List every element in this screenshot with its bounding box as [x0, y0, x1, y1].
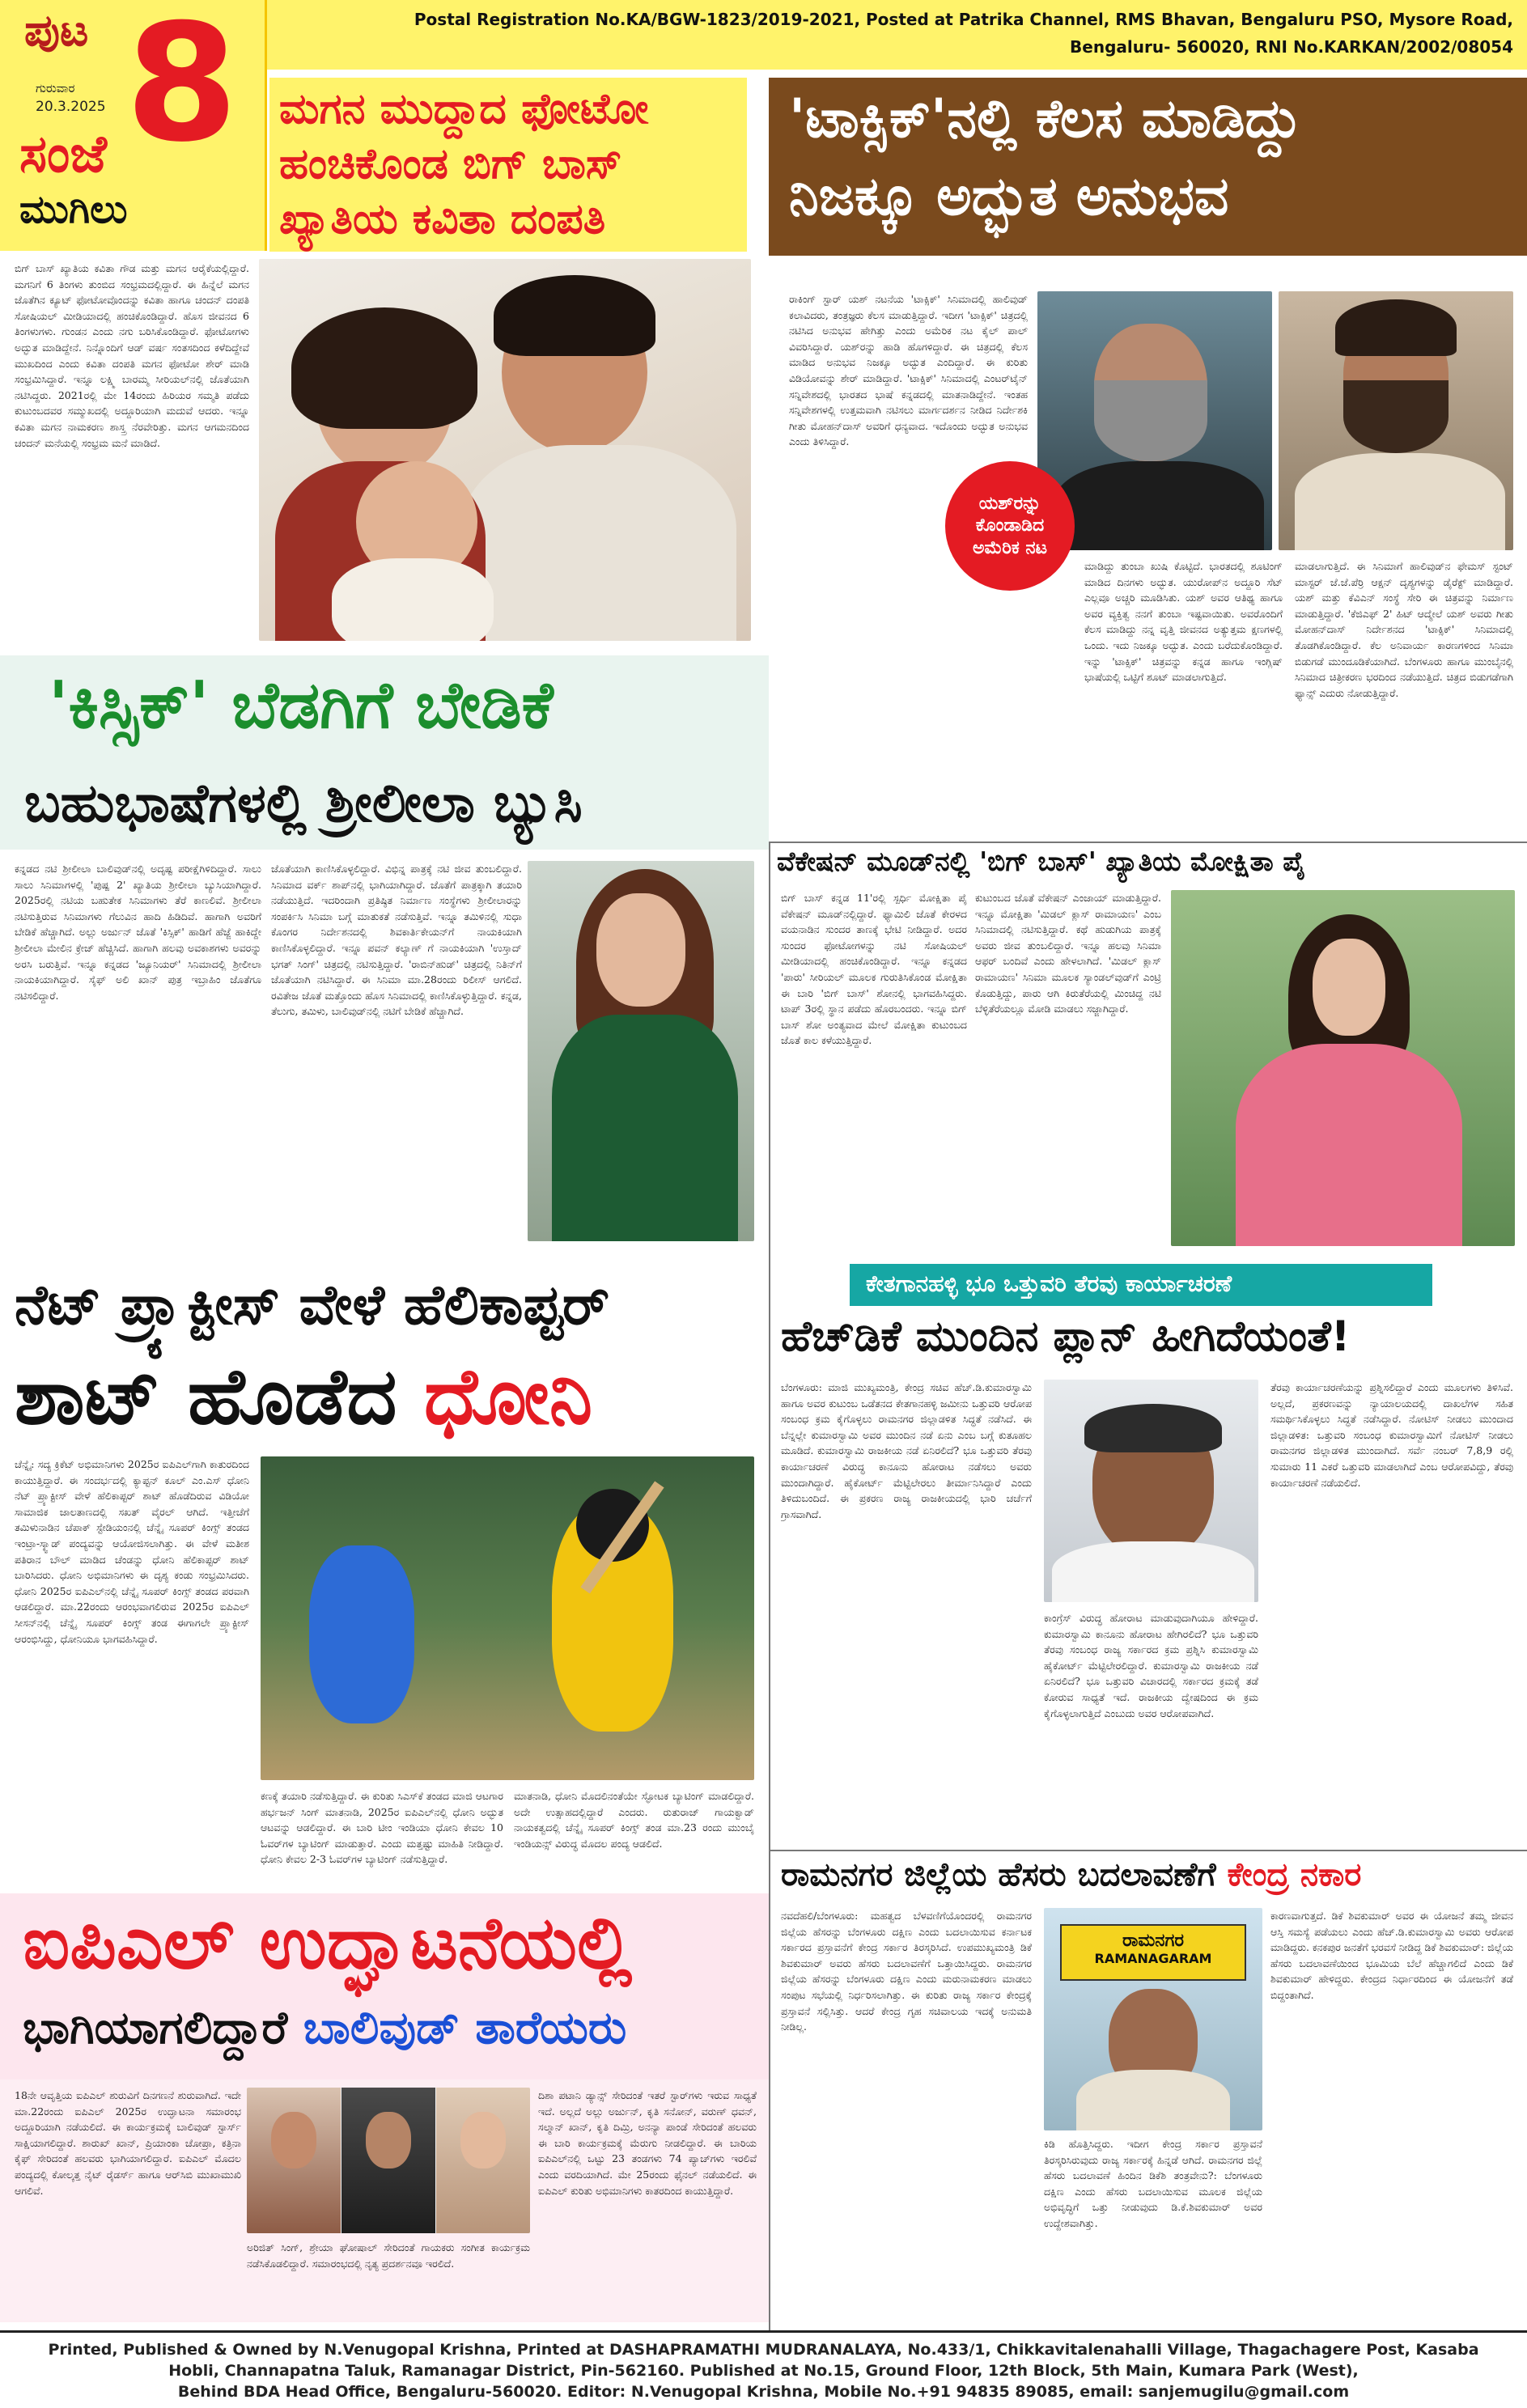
story7-headline-2a: ಭಾಗಿಯಾಗಲಿದ್ದಾರೆ [23, 2002, 303, 2054]
story8-headline [781, 1858, 1361, 1892]
station-sign-kannada: ರಾಮನಗರ [1122, 1931, 1185, 1951]
story5-body-1: ಚೆನ್ನೈ: ಸದ್ಯ ಕ್ರಿಕೆಟ್ ಅಭಿಮಾನಿಗಳು 2025ರ ಐಪಿಎಲ್‌ಗಾಗಿ ಕಾತುರದಿಂದ ಕಾಯುತ್ತಿದ್ದಾರೆ. ಈ ಸಂದರ್ಭದಲ್ಲಿ ಕ್ಯಾಪ್ಟನ್ ಕೂಲ್ ಎಂ.ಎಸ್ ಧೋನಿ ನೆಟ್ ಪ್ರ್ಯಾಕ್ಟೀಸ್ ವೇಳೆ ಹೆಲಿಕಾಪ್ಟರ್ ಶಾಟ್ ಹೊಡೆದಿರುವ ವಿಡಿಯೋ ಸಾಮಾಜಿಕ ಜಾಲತಾಣದಲ್ಲಿ ಸಖತ್ ವೈರಲ್ ಆಗಿದೆ. ಇತ್ತೀಚೆಗೆ ತಮಿಳುನಾಡಿನ ಚೆಪಾಕ್ ಸ್ಟೇಡಿಯಂನಲ್ಲಿ ಚೆನ್ನೈ ಸೂಪರ್ ಕಿಂಗ್ಸ್ ತಂಡದ ಇಂಟ್ರಾ-ಸ್ಕ್ವಾಡ್ ಪಂದ್ಯವನ್ನು ಆಯೋಜಿಸಲಾಗಿತ್ತು. ಈ ವೇಳೆ ಮತೀಶ ಪತಿರಾನ ಬೌಲ್ ಮಾಡಿದ ಚೆಂಡನ್ನು ಧೋನಿ ಹೆಲಿಕಾಪ್ಟರ್ ಶಾಟ್ ಬಾರಿಸಿದರು. ಧೋನಿ ಅಭಿಮಾನಿಗಳು ಈ ದೃಶ್ಯ ಕಂಡು ಸಂಭ್ರಮಿಸಿದರು. ಧೋನಿ 2025ರ ಐಪಿಎಲ್‌ನಲ್ಲಿ ಚೆನ್ನೈ ಸೂಪರ್ ಕಿಂಗ್ಸ್ ತಂಡದ ಪರವಾಗಿ ಆಡಲಿದ್ದಾರೆ. ಮಾ.22ರಂದು ಆರಂಭವಾಗಲಿರುವ 2025ರ ಐಪಿಎಲ್ ಸೀಸನ್‌ನಲ್ಲಿ ಚೆನ್ನೈ ಸೂಪರ್ ಕಿಂಗ್ಸ್ ತಂಡ ಈಗಾಗಲೇ ಪ್ರ್ಯಾಕ್ಟೀಸ್ ಆರಂಭಿಸಿದ್ದು, ಧೋನಿಯೂ ಭಾಗವಹಿಸಿದ್ದಾರೆ. [15, 1458, 249, 1645]
story2-body-3: ಮಾಡಲಾಗುತ್ತಿದೆ. ಈ ಸಿನಿಮಾಗೆ ಹಾಲಿವುಡ್‌ನ ಫೇಮಸ್ ಸ್ಟಂಟ್ ಮಾಸ್ಟರ್ ಜೆ.ಜೆ.ಪೆರ್ರಿ ಆಕ್ಷನ್ ದೃಶ್ಯಗಳನ್ನು ಡೈರೆಕ್ಟ್ ಮಾಡಿದ್ದಾರೆ. ಯಶ್ ಮತ್ತು ಕೆವಿಎನ್ ಸಂಸ್ಥೆ ಸೇರಿ ಈ ಚಿತ್ರವನ್ನು ನಿರ್ಮಾಣ ಮಾಡುತ್ತಿದ್ದಾರೆ. 'ಕೆಜಿಎಫ್ 2' ಹಿಟ್ ಆದ್ಮೇಲೆ ಯಶ್ ಅವರು ಗೀತು ಮೋಹನ್‌ದಾಸ್ ನಿರ್ದೇಶನದ 'ಟಾಕ್ಸಿಕ್' ಸಿನಿಮಾದಲ್ಲಿ ತೊಡಗಿಕೊಂಡಿದ್ದಾರೆ. ಕೆಲ ಅನಿವಾರ್ಯ ಕಾರಣಗಳಿಂದ ಸಿನಿಮಾ ಬಿಡುಗಡೆ ಮುಂದೂಡಿಕೆಯಾಗಿದೆ. ಬೆಂಗಳೂರು ಹಾಗೂ ಮುಂಬೈನಲ್ಲಿ ಸಿನಿಮಾದ ಚಿತ್ರೀಕರಣ ಭರದಿಂದ ನಡೆಯುತ್ತಿದೆ. ಚಿತ್ರದ ಬಿಡುಗಡೆಗಾಗಿ ಫ್ಯಾನ್ಸ್ ಎದುರು ನೋಡುತ್ತಿದ್ದಾರೆ. [1295, 560, 1513, 699]
footer-line-2: Hobli, Channapatna Taluk, Ramanagar District, Pin-562160. Published at No.15, Ground Floor, 12th Block, 5th Main, Kumara Park (West), [168, 2362, 1359, 2380]
story5-headline-2a: ಶಾಟ್ ಹೊಡೆದ [15, 1351, 424, 1442]
footer-line-1: Printed, Published & Owned by N.Venugopal Krishna, Printed at DASHAPRAMATHI MUDRANALAYA, No.433/1, Chikkavitalenahalli Village, Thagachagere Post, Kasaba [48, 2341, 1479, 2359]
story5-body-3: ಮಾತನಾಡಿ, ಧೋನಿ ಮೊದಲಿನಂತೆಯೇ ಸ್ಫೋಟಕ ಬ್ಯಾಟಿಂಗ್ ಮಾಡಲಿದ್ದಾರೆ. ಅದೇ ಉತ್ಸಾಹದಲ್ಲಿದ್ದಾರೆ ಎಂದರು. ರುತುರಾಜ್ ಗಾಯಕ್ವಾಡ್ ನಾಯಕತ್ವದಲ್ಲಿ ಚೆನ್ನೈ ಸೂಪರ್ ಕಿಂಗ್ಸ್ ತಂಡ ಮಾ.23 ರಂದು ಮುಂಬೈ ಇಂಡಿಯನ್ಸ್ ವಿರುದ್ಧ ಮೊದಲ ಪಂದ್ಯ ಆಡಲಿದೆ. [514, 1790, 754, 1850]
story3-body-2: ಜೊತೆಯಾಗಿ ಕಾಣಿಸಿಕೊಳ್ಳಲಿದ್ದಾರೆ. ವಿಭಿನ್ನ ಪಾತ್ರಕ್ಕೆ ನಟಿ ಜೀವ ತುಂಬಲಿದ್ದಾರೆ. ಸಿನಿಮಾದ ವರ್ಕ್ ಶಾಪ್‌ನಲ್ಲಿ ಭಾಗಿಯಾಗಿದ್ದಾರೆ. ಜೊತೆಗೆ ಪಾತ್ರಕ್ಕಾಗಿ ತಯಾರಿ ನಡೆಯುತ್ತಿದೆ. ಇದರಿಂದಾಗಿ ಪ್ರತಿಷ್ಠಿತ ನಿರ್ಮಾಣ ಸಂಸ್ಥೆಗಳು ಶ್ರೀಲೀಲಾರನ್ನು ಸಂಪರ್ಕಿಸಿ ಸಿನಿಮಾ ಬಗ್ಗೆ ಮಾತುಕತೆ ನಡೆಸುತ್ತಿವೆ. ಇನ್ನೂ ತಮಿಳಿನಲ್ಲಿ ಸುಧಾ ಕೊಂಗರ ನಿರ್ದೇಶನದಲ್ಲಿ ಶಿವಕಾರ್ತಿಕೇಯನ್‌ಗೆ ನಾಯಕಿಯಾಗಿ ಕಾಣಿಸಿಕೊಳ್ಳಲಿದ್ದಾರೆ. ಇನ್ನೂ ಪವನ್ ಕಲ್ಯಾಣ್ ಗೆ ನಾಯಕಿಯಾಗಿ 'ಉಸ್ತಾದ್ ಭಗತ್ ಸಿಂಗ್' ಚಿತ್ರದಲ್ಲಿ ನಟಿಸುತ್ತಿದ್ದಾರೆ. 'ರಾಬಿನ್‌ಹುಡ್' ಚಿತ್ರದಲ್ಲಿ ನಿತಿನ್‌ಗೆ ಜೊತೆಯಾಗಿ ನಟಿಸಿದ್ದಾರೆ. ಈ ಸಿನಿಮಾ ಮಾ.28ರಂದು ರಿಲೀಸ್ ಆಗಲಿದೆ. ರವಿತೇಜ ಜೊತೆ ಮತ್ತೊಂದು ಹೊಸ ಸಿನಿಮಾದಲ್ಲಿ ಕಾಣಿಸಿಕೊಳ್ಳುತ್ತಿದ್ದಾರೆ. ಕನ್ನಡ, ತೆಲುಗು, ತಮಿಳು, ಬಾಲಿವುಡ್‌ನಲ್ಲಿ ನಟಿಗೆ ಬೇಡಿಕೆ ಹೆಚ್ಚಾಗಿದೆ. [271, 863, 522, 1018]
rule-h-3 [769, 842, 1527, 843]
story1-headline-3: ಖ್ಯಾತಿಯ ಕವಿತಾ ದಂಪತಿ [279, 195, 606, 244]
story4-body-1: ಬಿಗ್ ಬಾಸ್ ಕನ್ನಡ 11'ರಲ್ಲಿ ಸ್ಪರ್ಧಿ ಮೋಕ್ಷಿತಾ ಪೈ ವೆಕೇಷನ್ ಮೂಡ್‌ನಲ್ಲಿದ್ದಾರೆ. ಫ್ಯಾಮಿಲಿ ಜೊತೆ ಕೇರಳದ ವಯನಾಡಿನ ಸುಂದರ ತಾಣಕ್ಕೆ ಭೇಟಿ ನೀಡಿದ್ದಾರೆ. ಅದರ ಸುಂದರ ಫೋಟೋಗಳನ್ನು ನಟಿ ಸೋಷಿಯಲ್ ಮೀಡಿಯಾದಲ್ಲಿ ಹಂಚಿಕೊಂಡಿದ್ದಾರೆ. ಇನ್ನೂ ಕನ್ನಡದ 'ಪಾರು' ಸೀರಿಯಲ್ ಮೂಲಕ ಗುರುತಿಸಿಕೊಂಡ ಮೋಕ್ಷಿತಾ ಈ ಬಾರಿ 'ಬಿಗ್ ಬಾಸ್' ಶೋನಲ್ಲಿ ಭಾಗವಹಿಸಿದ್ದರು. ಟಾಪ್ 3ರಲ್ಲಿ ಸ್ಥಾನ ಪಡೆದು ಹೊರಬಂದರು. ಇನ್ನೂ ಬಿಗ್ ಬಾಸ್ ಶೋ ಅಂತ್ಯವಾದ ಮೇಲೆ ಮೋಕ್ಷಿತಾ ಕುಟುಂಬದ ಜೊತೆ ಕಾಲ ಕಳೆಯುತ್ತಿದ್ದಾರೆ. [781, 892, 967, 1047]
postal-line-1: Postal Registration No.KA/BGW-1823/2019-2021, Posted at Patrika Channel, RMS Bhavan, Bengaluru PSO, Mysore Road, [414, 10, 1513, 29]
story5-body-2: ಕಣಕ್ಕೆ ತಯಾರಿ ನಡೆಸುತ್ತಿದ್ದಾರೆ. ಈ ಕುರಿತು ಸಿಎಸ್‌ಕೆ ತಂಡದ ಮಾಜಿ ಆಟಗಾರ ಹರ್ಭಜನ್ ಸಿಂಗ್ ಮಾತನಾಡಿ, 2025ರ ಐಪಿಎಲ್‌ನಲ್ಲಿ ಧೋನಿ ಅದ್ಭುತ ಆಟವನ್ನು ಆಡಲಿದ್ದಾರೆ. ಈ ಬಾರಿ ಟೀಂ ಇಂಡಿಯಾ ಧೋನಿ ಕೇವಲ 10 ಓವರ್‌ಗಳ ಬ್ಯಾಟಿಂಗ್ ಮಾಡುತ್ತಾರೆ. ಎಂದು ಮತ್ತಷ್ಟು ಮಾಹಿತಿ ನೀಡಿದ್ದಾರೆ. ಧೋನಿ ಕೇವಲ 2-3 ಓವರ್‌ಗಳ ಬ್ಯಾಟಿಂಗ್ ನಡೆಸುತ್ತಿದ್ದಾರೆ. [261, 1790, 503, 1866]
story7-body-2: ಅರಿಜಿತ್ ಸಿಂಗ್, ಶ್ರೇಯಾ ಘೋಷಾಲ್ ಸೇರಿದಂತೆ ಗಾಯಕರು ಸಂಗೀತ ಕಾರ್ಯಕ್ರಮ ನಡೆಸಿಕೊಡಲಿದ್ದಾರೆ. ಸಮಾರಂಭದಲ್ಲಿ ನೃತ್ಯ ಪ್ರದರ್ಶನವೂ ಇರಲಿದೆ. [247, 2241, 530, 2270]
story6-headline: ಹೆಚ್‌ಡಿಕೆ ಮುಂದಿನ ಪ್ಲಾನ್ ಹೀಗಿದೆಯಂತೆ! [781, 1312, 1351, 1361]
story3-sreeleela-photo [528, 861, 754, 1241]
story7-headline-2b: ಬಾಲಿವುಡ್ ತಾರೆಯರು [303, 2002, 627, 2054]
story1-headline-1: ಮಗನ ಮುದ್ದಾದ ಫೋಟೋ [279, 85, 649, 134]
story4-headline: ವೆಕೇಷನ್ ಮೂಡ್‌ನಲ್ಲಿ 'ಬಿಗ್ ಬಾಸ್' ಖ್ಯಾತಿಯ ಮೋಕ್ಷಿತಾ ಪೈ [777, 846, 1306, 877]
story6-body-3: ತೆರವು ಕಾರ್ಯಾಚರಣೆಯನ್ನು ಪ್ರಶ್ನಿಸಲಿದ್ದಾರೆ ಎಂದು ಮೂಲಗಳು ತಿಳಿಸಿವೆ. ಅಲ್ಲದೆ, ಪ್ರಕರಣವನ್ನು ನ್ಯಾಯಾಲಯದಲ್ಲಿ ದಾಖಲೆಗಳ ಸಹಿತ ಸಮರ್ಥಿಸಿಕೊಳ್ಳಲು ಸಿದ್ಧತೆ ನಡೆಸಿದ್ದಾರೆ. ನೋಟಿಸ್ ನೀಡಲು ಮುಂದಾದ ಜಿಲ್ಲಾಡಳಿತ: ಒತ್ತುವರಿ ಸಂಬಂಧ ಕುಮಾರಸ್ವಾಮಿಗೆ ನೋಟಿಸ್ ನೀಡಲು ರಾಮನಗರ ಜಿಲ್ಲಾಡಳಿತ ಮುಂದಾಗಿದೆ. ಸರ್ವೆ ನಂಬರ್ 7,8,9 ರಲ್ಲಿ ಸುಮಾರು 11 ಎಕರೆ ಒತ್ತುವರಿ ಮಾಡಲಾಗಿದೆ ಎಂಬ ಆರೋಪವಿದ್ದು, ತೆರವು ಕಾರ್ಯಾಚರಣೆ ನಡೆಯಲಿದೆ. [1270, 1381, 1513, 1489]
postal-line-2: Bengaluru- 560020, RNI No.KARKAN/2002/08054 [1070, 37, 1513, 57]
story7-stars-photo [247, 2088, 530, 2233]
story1-headline-2: ಹಂಚಿಕೊಂಡ ಬಿಗ್ ಬಾಸ್ [279, 140, 622, 189]
story5-dhoni-photo [261, 1456, 754, 1780]
rule-h-2 [769, 1850, 1527, 1851]
rule-h-1 [0, 2330, 1527, 2333]
day-label: ಗುರುವಾರ [36, 81, 75, 95]
story2-yash-photo [1279, 291, 1513, 550]
story7-headline-1: ಐಪಿಎಲ್ ಉದ್ಘಾಟನೆಯಲ್ಲಿ [23, 1901, 633, 1986]
story3-headline-1: 'ಕಿಸ್ಸಿಕ್' ಬೆಡಗಿಗೆ ಬೇಡಿಕೆ [49, 668, 554, 743]
rule-v-1 [769, 842, 770, 2330]
story7-headline-2 [23, 2002, 627, 2054]
story4-body-2: ಕುಟುಂಬದ ಜೊತೆ ವೆಕೇಷನ್ ಎಂಜಾಯ್ ಮಾಡುತ್ತಿದ್ದಾರೆ. ಇನ್ನೂ ಮೋಕ್ಷಿತಾ 'ಮಿಡಲ್ ಕ್ಲಾಸ್ ರಾಮಾಯಣ' ಎಂಬ ಸಿನಿಮಾದಲ್ಲಿ ನಟಿಸುತ್ತಿದ್ದಾರೆ. ಕಥೆ ಹುಡುಗಿಯ ಪಾತ್ರಕ್ಕೆ ಅವರು ಜೀವ ತುಂಬಲಿದ್ದಾರೆ. ಇನ್ನೂ ಹಲವು ಸಿನಿಮಾ ಆಫರ್ ಬಂದಿವೆ ಎಂದು ಹೇಳಲಾಗಿದೆ. 'ಮಿಡಲ್ ಕ್ಲಾಸ್ ರಾಮಾಯಣ' ಸಿನಿಮಾ ಮೂಲಕ ಸ್ಯಾಂಡಲ್‌ವುಡ್‌ಗೆ ಎಂಟ್ರಿ ಕೊಡುತ್ತಿದ್ದು, ಪಾರು ಆಗಿ ಕಿರುತೆರೆಯಲ್ಲಿ ಮಿಂಚಿದ್ದ ನಟಿ ಬೆಳ್ಳಿತೆರೆಯಲ್ಲೂ ಮೋಡಿ ಮಾಡಲು ಸಜ್ಜಾಗಿದ್ದಾರೆ. [975, 892, 1161, 1015]
story8-body-3: ಕಾರಣವಾಗುತ್ತದೆ. ಡಿಕೆ ಶಿವಕುಮಾರ್ ಅವರ ಈ ಯೋಜನೆ ತಮ್ಮ ಜೀವನ ಆಸ್ತಿ ಸಮಸ್ಯೆ ಪಡೆಯಲು ಎಂದು ಹೆಚ್.ಡಿ.ಕುಮಾರಸ್ವಾಮಿ ಅವರು ಆರೋಪ ಮಾಡಿದ್ದರು. ಕನಕಪುರ ಜನತೆಗೆ ಭರವಸೆ ನೀಡಿದ್ದ ಡಿಕೆ ಶಿವಕುಮಾರ್: ಜಿಲ್ಲೆಯ ಹೆಸರು ಬದಲಾವಣೆಯಿಂದ ಭೂಮಿಯ ಬೆಲೆ ಹೆಚ್ಚಾಗಲಿದೆ ಎಂದು ಡಿಕೆ ಶಿವಕುಮಾರ್ ಹೇಳಿದ್ದರು. ಕೇಂದ್ರದ ನಿರ್ಧಾರದಿಂದ ಈ ಯೋಜನೆಗೆ ತಡೆ ಬಿದ್ದಂತಾಗಿದೆ. [1270, 1910, 1513, 2001]
story2-headline-1: 'ಟಾಕ್ಸಿಕ್'ನಲ್ಲಿ ಕೆಲಸ ಮಾಡಿದ್ದು [789, 87, 1302, 150]
story3-body-1: ಕನ್ನಡದ ನಟಿ ಶ್ರೀಲೀಲಾ ಬಾಲಿವುಡ್‌ನಲ್ಲಿ ಅದೃಷ್ಟ ಪರೀಕ್ಷೆಗಿಳಿದಿದ್ದಾರೆ. ಸಾಲು ಸಾಲು ಸಿನಿಮಾಗಳಲ್ಲಿ 'ಪುಷ್ಪ 2' ಖ್ಯಾತಿಯ ಶ್ರೀಲೀಲಾ ಬ್ಯುಸಿಯಾಗಿದ್ದಾರೆ. 2025ರಲ್ಲಿ ನಟಿಯ ಬಹುತೇಕ ಸಿನಿಮಾಗಳು ತೆರೆ ಕಾಣಲಿವೆ. ಶ್ರೀಲೀಲಾ ನಟಿಸುತ್ತಿರುವ ಸಿನಿಮಾಗಳು ಗೆಲುವಿನ ಹಾದಿ ಹಿಡಿದಿವೆ. ಹಾಗಾಗಿ ಅವರಿಗೆ ಬೇಡಿಕೆ ಹೆಚ್ಚಾಗಿದೆ. ಅಲ್ಲು ಅರ್ಜುನ್ ಜೊತೆ 'ಕಿಸ್ಸಿಕ್' ಹಾಡಿಗೆ ಹೆಜ್ಜೆ ಹಾಕಿದ್ದೇ ಶ್ರೀಲೀಲಾ ಮೇಲಿನ ಕ್ರೇಜ್ ಹೆಚ್ಚಿಸಿದೆ. ಹಾಗಾಗಿ ಹಲವು ಅವಕಾಶಗಳು ಅವರನ್ನು ಅರಸಿ ಬರುತ್ತಿವೆ. ಇನ್ನೂ ಕನ್ನಡದ 'ಜ್ಯೂನಿಯರ್' ಸಿನಿಮಾದಲ್ಲಿ ಶ್ರೀಲೀಲಾ ನಾಯಕಿಯಾಗಿದ್ದಾರೆ. ಸೈಫ್ ಅಲಿ ಖಾನ್ ಪುತ್ರ ಇಬ್ರಾಹಿಂ ಜೊತೆಗೂ ನಟಿಸಲಿದ್ದಾರೆ. [15, 863, 261, 1002]
story6-hdk-photo [1044, 1380, 1258, 1602]
station-sign-english: RAMANAGARAM [1094, 1951, 1212, 1966]
paper-name-2: ಮುಗಿಲು [19, 187, 128, 232]
story4-mokshitha-photo [1171, 890, 1515, 1246]
story1-family-photo [259, 259, 751, 641]
page-number: 8 [125, 0, 239, 178]
story5-headline-2b: ಧೋನಿ [423, 1351, 593, 1442]
story8-body-1: ನವದೆಹಲಿ/ಬೆಂಗಳೂರು: ಮಹತ್ವದ ಬೆಳವಣಿಗೆಯೊಂದರಲ್ಲಿ ರಾಮನಗರ ಜಿಲ್ಲೆಯ ಹೆಸರನ್ನು ಬೆಂಗಳೂರು ದಕ್ಷಿಣ ಎಂದು ಬದಲಾಯಿಸುವ ಕರ್ನಾಟಕ ಸರ್ಕಾರದ ಪ್ರಸ್ತಾವನೆಗೆ ಕೇಂದ್ರ ಸರ್ಕಾರ ತಿರಸ್ಕರಿಸಿದೆ. ಉಪಮುಖ್ಯಮಂತ್ರಿ ಡಿಕೆ ಶಿವಕುಮಾರ್ ಅವರು ಹೆಸರು ಬದಲಾವಣೆಗೆ ಒತ್ತಾಯಿಸಿದ್ದರು. ರಾಮನಗರ ಜಿಲ್ಲೆಯ ಹೆಸರನ್ನು ಬೆಂಗಳೂರು ದಕ್ಷಿಣ ಎಂದು ಮರುನಾಮಕರಣ ಮಾಡಲು ಸಂಪುಟ ಸಭೆಯಲ್ಲಿ ನಿರ್ಧರಿಸಲಾಗಿತ್ತು. ಈ ಕುರಿತು ರಾಜ್ಯ ಸರ್ಕಾರ ಕೇಂದ್ರಕ್ಕೆ ಪ್ರಸ್ತಾವನೆ ಸಲ್ಲಿಸಿತ್ತು. ಆದರೆ ಕೇಂದ್ರ ಗೃಹ ಸಚಿವಾಲಯ ಇದಕ್ಕೆ ಅನುಮತಿ ನೀಡಿಲ್ಲ. [781, 1910, 1032, 2033]
story7-body-3: ದಿಶಾ ಪಟಾನಿ ಡ್ಯಾನ್ಸ್ ಸೇರಿದಂತೆ ಇತರೆ ಸ್ಟಾರ್‌ಗಳು ಇರುವ ಸಾಧ್ಯತೆ ಇದೆ. ಅಲ್ಲದೆ ಅಲ್ಲು ಅರ್ಜುನ್, ಕೃತಿ ಸನೋನ್, ವರುಣ್ ಧವನ್, ಸಲ್ಮಾನ್ ಖಾನ್, ಕೃತಿ ದಿಮ್ರಿ, ಅನನ್ಯಾ ಪಾಂಡೆ ಸೇರಿದಂತೆ ಹಲವರು ಈ ಬಾರಿ ಕಾರ್ಯಕ್ರಮಕ್ಕೆ ಮೆರುಗು ನೀಡಲಿದ್ದಾರೆ. ಈ ಬಾರಿಯ ಐಪಿಎಲ್‌ನಲ್ಲಿ ಒಟ್ಟು 23 ತಂಡಗಳು 74 ಪ್ಯಾಚ್‌ಗಳು ಇರಲಿವೆ ಎಂದು ವರದಿಯಾಗಿದೆ. ಮೇ 25ರಂದು ಫೈನಲ್ ನಡೆಯಲಿದೆ. ಈ ಐಪಿಎಲ್ ಕುರಿತು ಅಭಿಮಾನಿಗಳು ಕಾತರದಿಂದ ಕಾಯುತ್ತಿದ್ದಾರೆ. [538, 2089, 757, 2197]
story5-headline-1: ನೆಟ್ ಪ್ರ್ಯಾಕ್ಟೀಸ್ ವೇಳೆ ಹೆಲಿಕಾಪ್ಟರ್ [15, 1274, 610, 1338]
story5-headline-2 [15, 1351, 593, 1442]
story2-headline-2: ನಿಜಕ್ಕೂ ಅದ್ಭುತ ಅನುಭವ [789, 165, 1229, 227]
story2-badge-text: ಯಶ್‌ರನ್ನು ಕೊಂಡಾಡಿದ ಅಮೆರಿಕ ನಟ [972, 493, 1048, 558]
story6-body-1: ಬೆಂಗಳೂರು: ಮಾಜಿ ಮುಖ್ಯಮಂತ್ರಿ, ಕೇಂದ್ರ ಸಚಿವ ಹೆಚ್.ಡಿ.ಕುಮಾರಸ್ವಾಮಿ ಹಾಗೂ ಅವರ ಕುಟುಂಬ ಒಡೆತನದ ಕೇತಗಾನಹಳ್ಳಿ ಜಮೀನು ಒತ್ತುವರಿ ಆರೋಪ ಸಂಬಂಧ ಕ್ರಮ ಕೈಗೊಳ್ಳಲು ರಾಮನಗರ ಜಿಲ್ಲಾಡಳಿತ ಸಿದ್ಧತೆ ನಡೆಸಿದೆ. ಈ ಬೆನ್ನಲ್ಲೇ ಕುಮಾರಸ್ವಾಮಿ ಅವರ ಮುಂದಿನ ನಡೆ ಏನು ಎಂಬ ಬಗ್ಗೆ ಕುತೂಹಲ ಮೂಡಿದೆ. ಕುಮಾರಸ್ವಾಮಿ ರಾಜಕೀಯ ನಡೆ ಏನಿರಲಿದೆ? ಭೂ ಒತ್ತುವರಿ ತೆರವು ಕಾರ್ಯಾಚರಣೆ ವಿರುದ್ಧ ಕಾನೂನು ಹೋರಾಟ ನಡೆಸಲು ಅವರು ಮುಂದಾಗಿದ್ದಾರೆ. ಹೈಕೋರ್ಟ್ ಮೆಟ್ಟಿಲೇರಲು ತೀರ್ಮಾನಿಸಿದ್ದಾರೆ ಎಂದು ತಿಳಿದುಬಂದಿದೆ. ಈ ಪ್ರಕರಣ ರಾಜ್ಯ ರಾಜಕೀಯದಲ್ಲಿ ಭಾರಿ ಚರ್ಚೆಗೆ ಗ್ರಾಸವಾಗಿದೆ. [781, 1381, 1032, 1520]
story6-kicker: ಕೇತಗಾನಹಳ್ಳಿ ಭೂ ಒತ್ತುವರಿ ತೆರವು ಕಾರ್ಯಾಚರಣೆ [866, 1270, 1232, 1297]
story8-body-2: ಕಿಡಿ ಹೊತ್ತಿಸಿದ್ದರು. ಇದೀಗ ಕೇಂದ್ರ ಸರ್ಕಾರ ಪ್ರಸ್ತಾವನೆ ತಿರಸ್ಕರಿಸಿರುವುದು ರಾಜ್ಯ ಸರ್ಕಾರಕ್ಕೆ ಹಿನ್ನಡೆ ಆಗಿದೆ. ರಾಮನಗರ ಜಿಲ್ಲೆ ಹೆಸರು ಬದಲಾವಣೆ ಹಿಂದಿನ ಡಿಕೆಶಿ ತಂತ್ರವೇನು?: ಬೆಂಗಳೂರು ದಕ್ಷಿಣ ಎಂದು ಹೆಸರು ಬದಲಾಯಿಸುವ ಮೂಲಕ ಜಿಲ್ಲೆಯ ಅಭಿವೃದ್ಧಿಗೆ ಒತ್ತು ನೀಡುವುದು ಡಿ.ಕೆ.ಶಿವಕುಮಾರ್ ಅವರ ಉದ್ದೇಶವಾಗಿತ್ತು. [1044, 2138, 1262, 2229]
footer-line-3: Behind BDA Head Office, Bengaluru-560020. Editor: N.Venugopal Krishna, Mobile No.+91 94835 89085, email: sanjemugilu@gmail.com [177, 2383, 1350, 2401]
story8-headline-a: ರಾಮನಗರ ಜಿಲ್ಲೆಯ ಹೆಸರು ಬದಲಾವಣೆಗೆ [781, 1856, 1228, 1893]
story2-badge [945, 461, 1075, 591]
paper-name-1: ಸಂಜೆ [19, 125, 107, 184]
story8-station-photo [1044, 1908, 1262, 2130]
story3-headline-2: ಬಹುಭಾಷೆಗಳಲ್ಲಿ ಶ್ರೀಲೀಲಾ ಬ್ಯುಸಿ [24, 772, 583, 834]
puta-label: ಪುಟ [24, 5, 89, 56]
story2-body-2: ಮಾಡಿದ್ದು ತುಂಬಾ ಖುಷಿ ಕೊಟ್ಟಿದೆ. ಭಾರತದಲ್ಲಿ ಶೂಟಿಂಗ್ ಮಾಡಿದ ದಿನಗಳು ಅದ್ಭುತ. ಯುರೋಪ್‌ನ ಅದ್ದೂರಿ ಸೆಟ್ ಎಲ್ಲವೂ ಅಚ್ಚರಿ ಮೂಡಿಸಿತು. ಯಶ್ ಅವರ ಆತಿಥ್ಯ ಹಾಗೂ ಅವರ ವ್ಯಕ್ತಿತ್ವ ನನಗೆ ತುಂಬಾ ಇಷ್ಟವಾಯಿತು. ಅವರೊಂದಿಗೆ ಕೆಲಸ ಮಾಡಿದ್ದು ನನ್ನ ವೃತ್ತಿ ಜೀವನದ ಅತ್ಯುತ್ತಮ ಕ್ಷಣಗಳಲ್ಲಿ ಒಂದು. ಇದು ನಿಜಕ್ಕೂ ಅದ್ಭುತ. ಎಂದು ಬರೆದುಕೊಂಡಿದ್ದಾರೆ. ಇನ್ನು 'ಟಾಕ್ಸಿಕ್' ಚಿತ್ರವನ್ನು ಕನ್ನಡ ಹಾಗೂ ಇಂಗ್ಲಿಷ್ ಭಾಷೆಯಲ್ಲಿ ಒಟ್ಟಿಗೆ ಶೂಟ್ ಮಾಡಲಾಗುತ್ತಿದೆ. [1084, 560, 1283, 684]
story2-body-1: ರಾಕಿಂಗ್ ಸ್ಟಾರ್ ಯಶ್ ನಟನೆಯ 'ಟಾಕ್ಸಿಕ್' ಸಿನಿಮಾದಲ್ಲಿ ಹಾಲಿವುಡ್ ಕಲಾವಿದರು, ತಂತ್ರಜ್ಞರು ಕೆಲಸ ಮಾಡುತ್ತಿದ್ದಾರೆ. ಇದೀಗ 'ಟಾಕ್ಸಿಕ್' ಚಿತ್ರದಲ್ಲಿ ನಟಿಸಿದ ಅನುಭವ ಹೇಗಿತ್ತು ಎಂದು ಅಮೆರಿಕ ನಟ ಕೈಲ್ ಪಾಲ್ ವಿವರಿಸಿದ್ದಾರೆ. ಯಶ್‌ರನ್ನು ಹಾಡಿ ಹೊಗಳಿದ್ದಾರೆ. ಈ ಚಿತ್ರದಲ್ಲಿ ಕೆಲಸ ಮಾಡಿದ ಅನುಭವ ನಿಜಕ್ಕೂ ಅದ್ಭುತ ಎಂದಿದ್ದಾರೆ. ಈ ಕುರಿತು ವಿಡಿಯೋವನ್ನು ಶೇರ್ ಮಾಡಿದ್ದಾರೆ. 'ಟಾಕ್ಸಿಕ್' ಸಿನಿಮಾದಲ್ಲಿ ಎಂಟರ್‌ಟೈನ್ ಸನ್ನಿವೇಶದಲ್ಲಿ ಭಾರತದ ಭಾಷೆ ಕನ್ನಡದಲ್ಲಿ ಮಾತನಾಡಿದ್ದೇನೆ. ಇಂತಹ ಸನ್ನಿವೇಶಗಳಲ್ಲಿ ಉತ್ತಮವಾಗಿ ನಟಿಸಲು ಮಾರ್ಗದರ್ಶನ ನೀಡಿದ ನಿರ್ದೇಶಕಿ ಗೀತು ಮೋಹನ್‌ದಾಸ್ ಅವರಿಗೆ ಧನ್ಯವಾದ. ಇದೊಂದು ಅದ್ಭುತ ಅನುಭವ ಎಂದು ತಿಳಿಸಿದ್ದಾರೆ. [789, 293, 1028, 448]
story8-headline-b: ಕೇಂದ್ರ ನಕಾರ [1227, 1856, 1362, 1893]
date-label: 20.3.2025 [36, 99, 106, 115]
story7-body-1: 18ನೇ ಆವೃತ್ತಿಯ ಐಪಿಎಲ್ ಶುರುವಿಗೆ ದಿನಗಣನೆ ಶುರುವಾಗಿದೆ. ಇದೇ ಮಾ.22ರಂದು ಐಪಿಎಲ್ 2025ರ ಉದ್ಘಾಟನಾ ಸಮಾರಂಭ ಅದ್ದೂರಿಯಾಗಿ ನಡೆಯಲಿದೆ. ಈ ಕಾರ್ಯಕ್ರಮಕ್ಕೆ ಬಾಲಿವುಡ್ ಸ್ಟಾರ್ಸ್ ಸಾಕ್ಷಿಯಾಗಲಿದ್ದಾರೆ. ಶಾರುಖ್ ಖಾನ್, ಪ್ರಿಯಾಂಕಾ ಚೋಪ್ರಾ, ಕತ್ರಿನಾ ಕೈಫ್ ಸೇರಿದಂತೆ ಹಲವರು ಭಾಗಿಯಾಗಲಿದ್ದಾರೆ. ಐಪಿಎಲ್ ಮೊದಲ ಪಂದ್ಯದಲ್ಲಿ ಕೋಲ್ಕತ್ತ ನೈಟ್ ರೈಡರ್ಸ್ ಹಾಗೂ ಆರ್‌ಸಿಬಿ ಮುಖಾಮುಖಿ ಆಗಲಿವೆ. [15, 2089, 241, 2197]
story6-body-2: ಕಾಂಗ್ರೆಸ್ ವಿರುದ್ಧ ಹೋರಾಟ ಮಾಡುವುದಾಗಿಯೂ ಹೇಳಿದ್ದಾರೆ. ಕುಮಾರಸ್ವಾಮಿ ಕಾನೂನು ಹೋರಾಟ ಹೇಗಿರಲಿದೆ? ಭೂ ಒತ್ತುವರಿ ತೆರವು ಸಂಬಂಧ ರಾಜ್ಯ ಸರ್ಕಾರದ ಕ್ರಮ ಪ್ರಶ್ನಿಸಿ ಕುಮಾರಸ್ವಾಮಿ ಹೈಕೋರ್ಟ್ ಮೆಟ್ಟಿಲೇರಲಿದ್ದಾರೆ. ಕುಮಾರಸ್ವಾಮಿ ರಾಜಕೀಯ ನಡೆ ಏನಿರಲಿದೆ? ಭೂ ಒತ್ತುವರಿ ವಿಚಾರದಲ್ಲಿ ಸರ್ಕಾರದ ಕ್ರಮಕ್ಕೆ ತಡೆ ಕೋರುವ ಸಾಧ್ಯತೆ ಇದೆ. ರಾಜಕೀಯ ದ್ವೇಷದಿಂದ ಈ ಕ್ರಮ ಕೈಗೊಳ್ಳಲಾಗುತ್ತಿದೆ ಎಂಬುದು ಅವರ ಆರೋಪವಾಗಿದೆ. [1044, 1612, 1258, 1719]
story1-body: ಬಿಗ್ ಬಾಸ್ ಖ್ಯಾತಿಯ ಕವಿತಾ ಗೌಡ ಮತ್ತು ಮಗನ ಆರೈಕೆಯಲ್ಲಿದ್ದಾರೆ. ಮಗನಿಗೆ 6 ತಿಂಗಳು ತುಂಬಿದ ಸಂಭ್ರಮದಲ್ಲಿದ್ದಾರೆ. ಈ ಹಿನ್ನೆಲೆ ಮಗನ ಜೊತೆಗಿನ ಕ್ಯೂಟ್ ಫೋಟೋವೊಂದನ್ನು ಕವಿತಾ ಹಾಗೂ ಚಂದನ್ ದಂಪತಿ ಸೋಷಿಯಲ್ ಮೀಡಿಯಾದಲ್ಲಿ ಹಂಚಿಕೊಂಡಿದ್ದಾರೆ. ಹೊಸ ಜೀವನದ 6 ತಿಂಗಳುಗಳು. ಗುಂಡನ ಎಂದು ನಗು ಬರಿಸಿಕೊಂಡಿದ್ದಾರೆ. ಫೋಟೋಗಳು ಅದ್ಭುತ ಮಾಡಿದ್ದೇನೆ. ನಿನ್ನೊಂದಿಗೆ ಆಡ್ ವರ್ಷ ಸಂತಸದಿಂದ ಕಳೆದಿದ್ದೇವೆ ಮುಖದಿಂದ ಎಂದು ಕವಿತಾ ದಂಪತಿ ಮಗನ ಫೋಟೋ ಶೇರ್ ಮಾಡಿ ಸಂಭ್ರಮಿಸಿದ್ದಾರೆ. ಇನ್ನೂ ಲಕ್ಷ್ಮಿ ಬಾರಮ್ಮ ಸೀರಿಯಲ್‌ನಲ್ಲಿ ಜೊತೆಯಾಗಿ ನಟಿಸಿದ್ದರು. 2021ರಲ್ಲಿ ಮೇ 14ರಂದು ಹಿರಿಯರ ಸಮ್ಮತಿ ಪಡೆದು ಕುಟುಂಬದವರ ಸಮ್ಮುಖದಲ್ಲಿ ಅದ್ದೂರಿಯಾಗಿ ಮದುವೆ ಆದರು. ಇನ್ನೂ ಕವಿತಾ ಮಗನ ನಾಮಕರಣ ಶಾಸ್ತ್ರ ನೆರವೇರಿತ್ತು. ಮಗನ ಆಗಮನದಿಂದ ಚಂದನ್ ಮನೆಯಲ್ಲಿ ಸಂಭ್ರಮ ಮನೆ ಮಾಡಿದೆ. [15, 262, 249, 449]
